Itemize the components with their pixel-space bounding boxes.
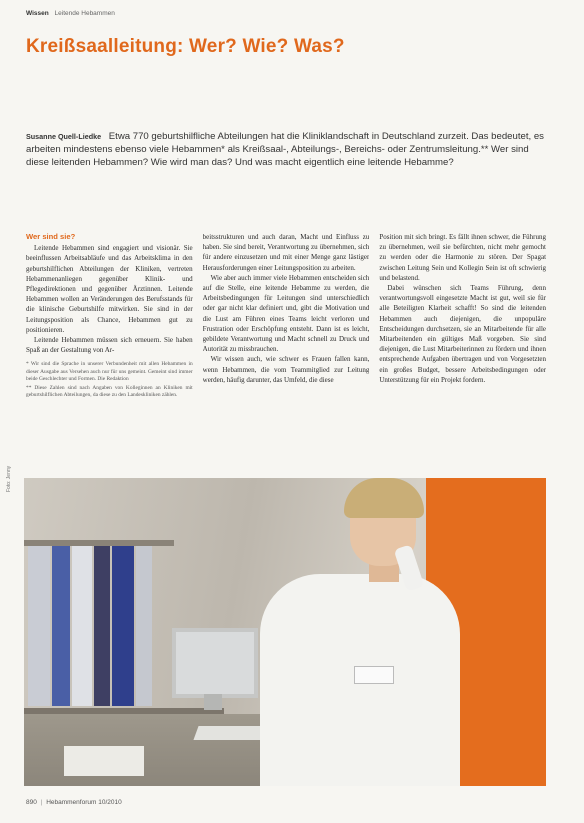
photo-binder (28, 546, 50, 706)
paragraph: Wir wissen auch, wie schwer es Frauen fallen kann, wenn Hebammen, die vom Teammitglied zur Leitung werden, häufig darunter, das Umfeld, die diese (202, 355, 370, 384)
column-3 (379, 232, 546, 476)
photo-binder (94, 546, 110, 706)
paragraph: Wie aber auch immer viele Hebammen entscheiden sich auf die Stelle, eine leitende Hebamme zu werden, die Arbeitsbedingungen für Leitungen sind unterschiedlich oder gar nicht klar definiert und, gibt die Motivation und die Lust am Führen eines Teams leicht verloren und Frustration oder Erschöpfung entsteht. Dann ist es leicht, gebildete Verantwortung und Macht schnell zu Druck und Autorität zu missbrauchen. (202, 273, 370, 354)
footnotes (26, 361, 193, 399)
column-2 (203, 232, 370, 476)
photo-name-badge (354, 666, 394, 684)
paragraph: Dabei wünschen sich Teams Führung, denn verantwortungsvoll eingesetzte Macht ist gut, weil sie für alle Beteiligten Klarheit schafft! So sind die leitenden Hebammen auch diejenigen, die unpopuläre Entscheidungen durchsetzen, sie an Mitarbeitende für alle Mitarbeitenden ein gültiges Maß vorgeben. Sie sind diejenigen, die Lust Mitarbeiterinnen zu fördern und ihnen entsprechende Aufgaben übertragen und von Vorgesetzten ein großes Budget, bessere Arbeitsbedingungen oder Unterstützung für ein Projekt fordern. (379, 284, 547, 384)
photo-binder (52, 546, 70, 706)
intro-text: Etwa 770 geburtshilfliche Abteilungen hat die Kliniklandschaft in Deutschland zurzeit. Das bedeutet, es arbeiten mindestens ebenso viele Hebammen* als Kreißsaal-, Abteilungs-, Bereichs- oder Zentrumsleitung.** Wer sind diese leitenden Hebammen? Wie wird man das? Und was macht eigentlich eine leitende Hebamme? (26, 131, 544, 168)
paragraph: Leitende Hebammen müssen sich erneuern. Sie haben Spaß an der Gestaltung von Ar- (26, 336, 193, 355)
section-label: Wissen (26, 10, 49, 17)
photo-box (64, 746, 144, 776)
paragraph: beitsstrukturen und auch daran, Macht und Einfluss zu haben. Sie sind bereit, Verantwortung zu übernehmen, sich für andere einzusetzen und mit einer Menge ganz lästiger Herausforderungen einer Leitungsposition zu arbeiten. (202, 233, 370, 272)
photo-monitor-stand (204, 694, 222, 710)
footnote: ** Diese Zahlen sind nach Angaben von Kolleginnen an Kliniken mit geburtshilflichen Abteilungen, da diese zu den Landeskliniken zählen. (26, 384, 193, 399)
topic-label: Leitende Hebammen (54, 10, 115, 17)
paragraph: Leitende Hebammen sind engagiert und visionär. Sie beeinflussen Arbeitsabläufe und das Arbeitsklima in den geburtshilflichen Abteilungen der Kliniken, vertreten Hebammenanliegen gegenüber Klinik- und Pflegedirektionen und gegenüber Ärztinnen. Leitende Hebammen wollen an Veränderungen des Berufsstands für die klinische Geburtshilfe mitwirken. Sie sind in der Leitungsposition als Chance, Hebammen gut zu positionieren. (26, 244, 193, 334)
section-header (26, 10, 115, 17)
article-title: Kreißsaalleitung: Wer? Wie? Was? (26, 36, 345, 57)
article-intro (26, 130, 548, 169)
journal-name: Hebammenforum (46, 799, 97, 806)
photo-binder (136, 546, 152, 706)
photo-binder (72, 546, 92, 706)
article-body (26, 232, 546, 476)
author-name: Susanne Quell-Liedke (26, 132, 102, 141)
photo-credit: Foto: Jenny (6, 465, 12, 492)
column-1 (26, 232, 193, 476)
paragraph: Position mit sich bringt. Es fällt ihnen schwer, die Führung zu übernehmen, weil sie befürchten, nicht mehr gemocht zu werden oder die Harmonie zu stören. Der Spagat zwischen Leitung Sein und Kollegin Sein ist oft schwierig und belastend. (379, 233, 547, 282)
photo-monitor (172, 628, 258, 698)
page-number: 890 (26, 799, 37, 806)
photo-binder (112, 546, 134, 706)
footnote: * Wir sind die Sprache in unserer Verbundenheit mit allen Hebammen in dieser Ausgabe aus Versehen auch nur für uns gemeint. Gemeint sind immer beide Geschlechter und Formen. Die Redaktion (26, 361, 193, 383)
subheading: Wer sind sie? (26, 232, 76, 241)
article-photo (24, 478, 546, 786)
issue-number: 10/2010 (98, 799, 122, 806)
page-footer: 890 | Hebammenforum 10/2010 (26, 799, 122, 806)
